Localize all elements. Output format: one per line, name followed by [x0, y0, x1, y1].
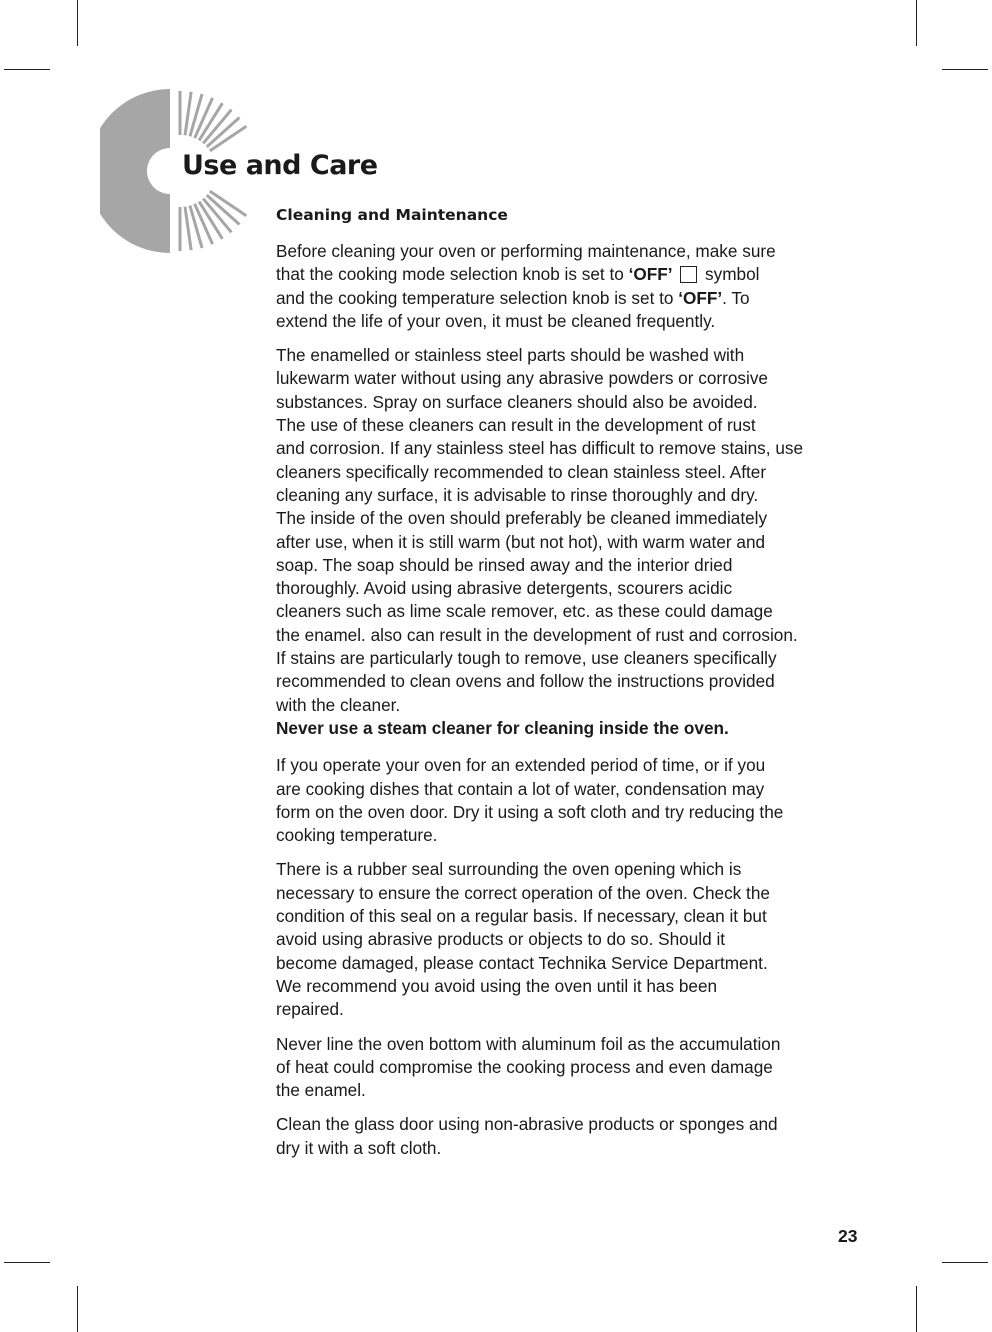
text-line: The enamelled or stainless steel parts should be washed with [276, 345, 745, 366]
crop-mark [77, 0, 78, 46]
text-line: with the cleaner. [276, 694, 401, 715]
text-line: avoid using abrasive products or objects to do so. Should it [276, 929, 726, 950]
logo-ray [185, 207, 191, 251]
paragraph-aluminum-foil [276, 1033, 906, 1103]
crop-mark [942, 69, 988, 70]
crop-mark [916, 0, 917, 46]
text-line: The inside of the oven should preferably be cleaned immediately [276, 508, 768, 529]
text-line: substances. Spray on surface cleaners should also be avoided. [276, 391, 758, 412]
text-line: the enamel. [276, 1080, 366, 1101]
crop-mark [4, 69, 50, 70]
text-line: form on the oven door. Dry it using a soft cloth and try reducing the [276, 801, 784, 822]
paragraph-intro [276, 240, 906, 333]
text-line: soap. The soap should be rinsed away and the interior dried [276, 554, 733, 575]
text-line: the enamel. also can result in the development of rust and corrosion. [276, 624, 798, 645]
steam-cleaner-warning: Never use a steam cleaner for cleaning inside the oven. [276, 717, 729, 738]
paragraph-glass-door [276, 1113, 906, 1160]
text-line: of heat could compromise the cooking process and even damage [276, 1056, 773, 1077]
text-line: and the cooking temperature selection knob is set to ‘OFF’. To [276, 287, 750, 308]
text-line: There is a rubber seal surrounding the oven opening which is [276, 859, 742, 880]
logo-ray [190, 94, 202, 136]
subsection-title: Cleaning and Maintenance [276, 206, 508, 224]
text-line: that the cooking mode selection knob is set to ‘OFF’ symbol [276, 264, 760, 285]
text-line: and corrosion. If any stainless steel has difficult to remove stains, use [276, 438, 804, 459]
paragraph-enamel [276, 344, 906, 507]
text-line: If stains are particularly tough to remove, use cleaners specifically [276, 648, 777, 669]
text-line: dry it with a soft cloth. [276, 1137, 442, 1158]
text-line: become damaged, please contact Technika Service Department. [276, 952, 768, 973]
logo-ray [190, 206, 202, 248]
text-line: Before cleaning your oven or performing maintenance, make sure [276, 241, 776, 261]
paragraph-condensation [276, 754, 906, 847]
text-line: are cooking dishes that contain a lot of water, condensation may [276, 778, 765, 799]
text-line: Never line the oven bottom with aluminum foil as the accumulation [276, 1033, 781, 1054]
text-line: repaired. [276, 999, 344, 1020]
text-line: We recommend you avoid using the oven until it has been [276, 975, 718, 996]
square-symbol-icon [680, 266, 697, 283]
text-line: Clean the glass door using non-abrasive products or sponges and [276, 1114, 778, 1135]
section-title: Use and Care [182, 150, 378, 181]
text-line: cooking temperature. [276, 825, 438, 846]
text-line: cleaning any surface, it is advisable to rinse thoroughly and dry. [276, 484, 759, 505]
main-content [276, 240, 906, 1171]
text-line: after use, when it is still warm (but not hot), with warm water and [276, 531, 766, 552]
crop-mark [916, 1286, 917, 1332]
text-line: condition of this seal on a regular basis. If necessary, clean it but [276, 906, 767, 927]
text-line: extend the life of your oven, it must be cleaned frequently. [276, 310, 716, 331]
text-line: thoroughly. Avoid using abrasive detergents, scourers acidic [276, 578, 733, 599]
off-label: ‘OFF’ [678, 287, 723, 308]
crop-mark [4, 1262, 50, 1263]
text-line: necessary to ensure the correct operation of the oven. Check the [276, 882, 770, 903]
logo-ray [185, 92, 191, 136]
text-line: cleaners such as lime scale remover, etc. as these could damage [276, 601, 773, 622]
text-line: cleaners specifically recommended to clean stainless steel. After [276, 461, 767, 482]
page-number: 23 [838, 1226, 858, 1246]
off-label: ‘OFF’ [628, 264, 673, 285]
crop-mark [77, 1286, 78, 1332]
text-line: recommended to clean ovens and follow the instructions provided [276, 671, 775, 692]
paragraph-inside-oven [276, 507, 906, 717]
paragraph-rubber-seal [276, 858, 906, 1021]
text-line: The use of these cleaners can result in the development of rust [276, 415, 756, 436]
text-line: If you operate your oven for an extended period of time, or if you [276, 755, 766, 776]
text-line: lukewarm water without using any abrasive powders or corrosive [276, 368, 768, 389]
crop-mark [942, 1262, 988, 1263]
